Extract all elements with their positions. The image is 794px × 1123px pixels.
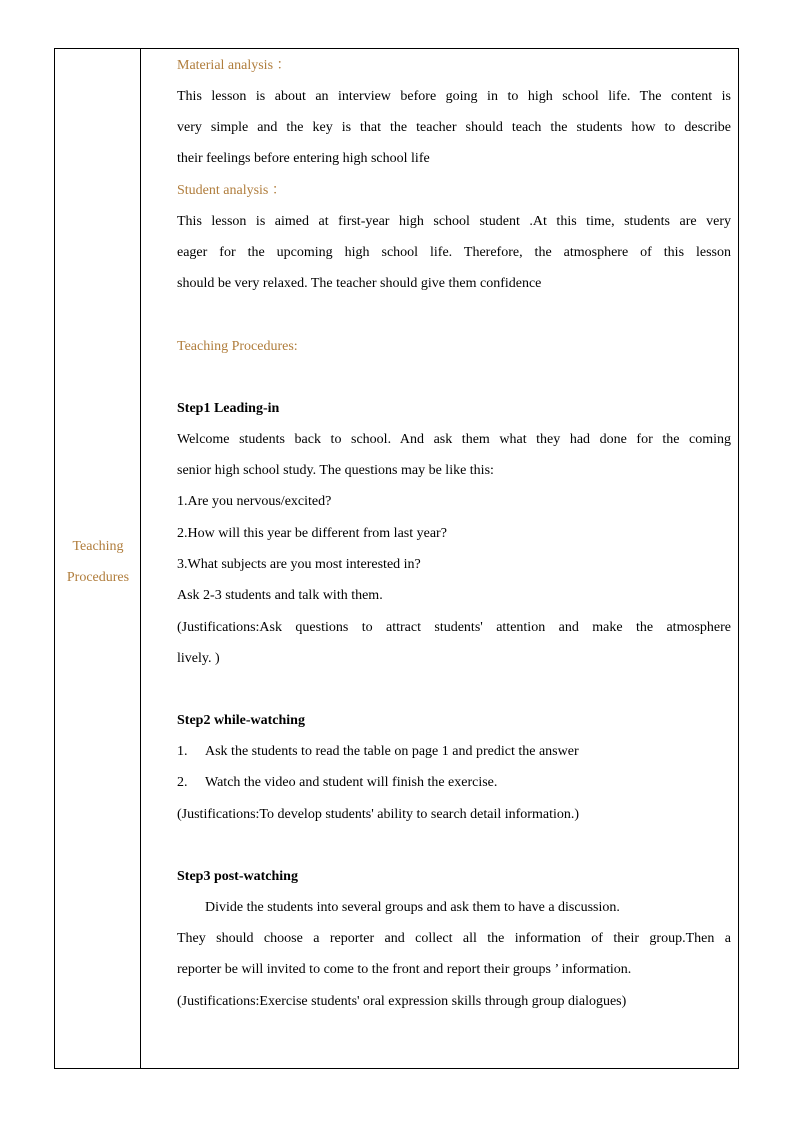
- section-label: [55, 531, 141, 593]
- student-analysis-line: should be very relaxed. The teacher should give them confidence: [177, 276, 542, 291]
- step1-line: Ask 2-3 students and talk with them.: [177, 588, 383, 603]
- step1-question: 1.Are you nervous/excited?: [177, 494, 332, 509]
- step2-item-text: Ask the students to read the table on page 1 and predict the answer: [205, 744, 579, 759]
- section-label-line1: Teaching: [72, 539, 124, 554]
- material-analysis-line: very simple and the key is that the teacher should teach the students how to describe: [177, 120, 731, 135]
- step3-line: They should choose a reporter and collect all the information of their group.Then a: [177, 931, 731, 946]
- step2-item-text: Watch the video and student will finish the exercise.: [205, 775, 498, 790]
- step3-line: reporter be will invited to come to the front and report their groups ’ information.: [177, 962, 632, 977]
- section-label-line2: Procedures: [66, 570, 130, 585]
- material-analysis-line: This lesson is about an interview before going in to high school life. The content is: [177, 89, 731, 104]
- student-analysis-heading: Student analysis ：: [177, 183, 286, 198]
- step2-item-number: 1.: [177, 744, 188, 759]
- step1-title: Step1 Leading-in: [177, 401, 280, 416]
- step1-question: 3.What subjects are you most interested in?: [177, 557, 421, 572]
- step2-title: Step2 while-watching: [177, 713, 305, 728]
- step1-question: 2.How will this year be different from last year?: [177, 526, 447, 541]
- material-analysis-heading: Material analysis ：: [177, 58, 291, 73]
- student-analysis-line: eager for the upcoming high school life. Therefore, the atmosphere of this lesson: [177, 245, 731, 260]
- step1-justification-end: lively. ): [177, 651, 220, 666]
- step2-item-number: 2.: [177, 775, 188, 790]
- step3-justification: (Justifications:Exercise students' oral expression skills through group dialogues): [177, 994, 627, 1009]
- lesson-plan-table: [54, 48, 739, 1069]
- step1-line: senior high school study. The questions may be like this:: [177, 463, 494, 478]
- step3-title: Step3 post-watching: [177, 869, 298, 884]
- step1-justification: (Justifications:Ask questions to attract students' attention and make the atmosphere: [177, 620, 731, 635]
- step2-item: [177, 767, 731, 798]
- student-analysis-line: This lesson is aimed at first-year high school student .At this time, students are very: [177, 214, 731, 229]
- material-analysis-line: their feelings before entering high school life: [177, 151, 430, 166]
- left-label-cell: [55, 49, 141, 1068]
- teaching-procedures-heading: Teaching Procedures:: [177, 339, 298, 354]
- step2-justification: (Justifications:To develop students' ability to search detail information.): [177, 807, 580, 822]
- step3-line: Divide the students into several groups and ask them to have a discussion.: [205, 900, 620, 915]
- step2-item: [177, 736, 731, 767]
- step1-line: Welcome students back to school. And ask them what they had done for the coming: [177, 432, 731, 447]
